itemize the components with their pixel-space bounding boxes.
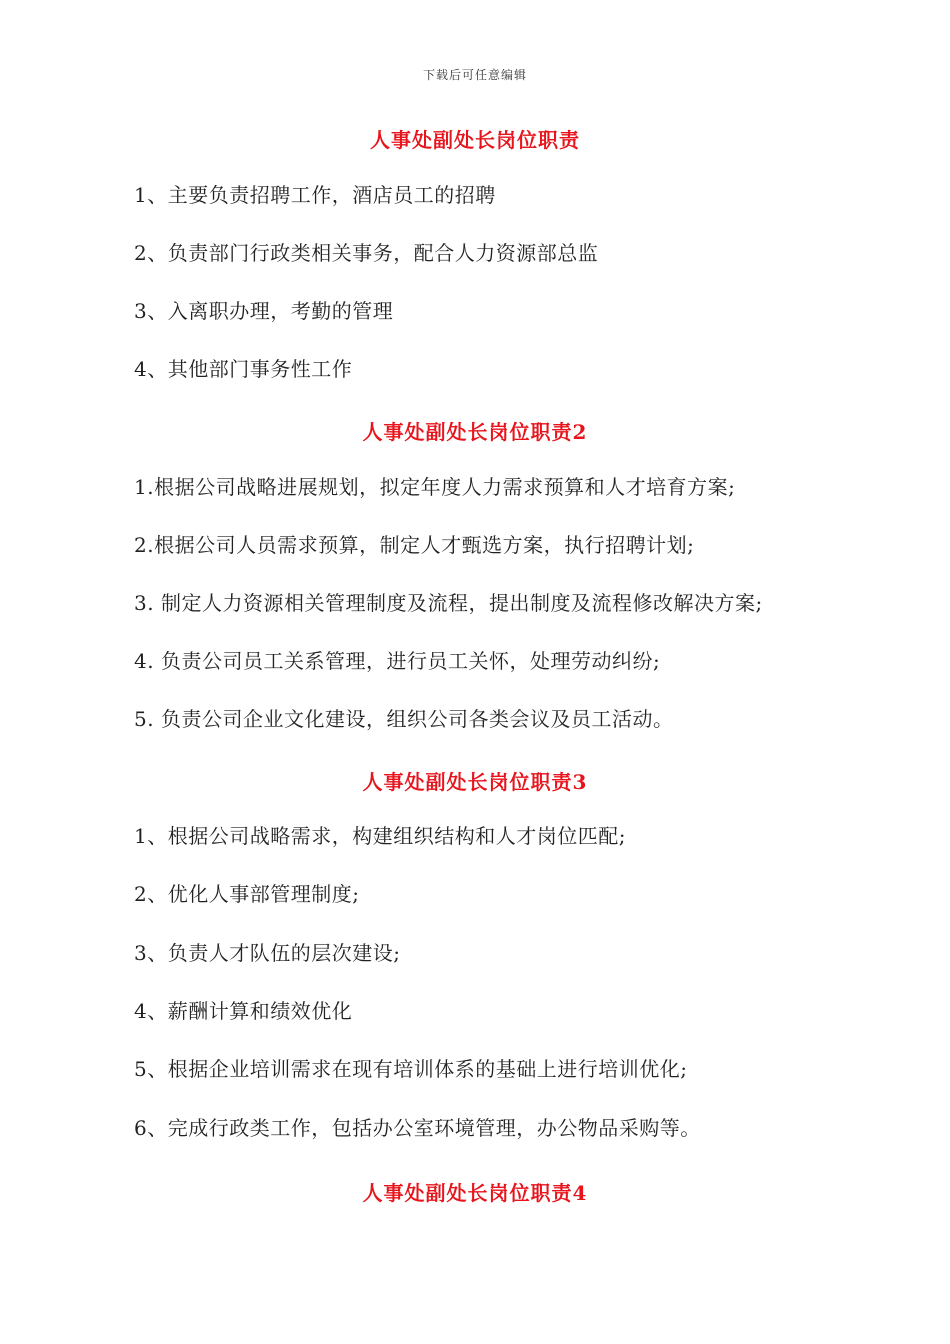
list-item: 3、负责人才队伍的层次建设;: [134, 941, 401, 965]
list-item: 6、完成行政类工作，包括办公室环境管理，办公物品采购等。: [134, 1116, 701, 1140]
list-item: 2、负责部门行政类相关事务，配合人力资源部总监: [134, 241, 599, 265]
list-item: 4、其他部门事务性工作: [134, 357, 353, 381]
list-item: 2.根据公司人员需求预算，制定人才甄选方案，执行招聘计划;: [134, 533, 695, 557]
list-item: 3、入离职办理，考勤的管理: [134, 299, 394, 323]
section-title: 人事处副处长岗位职责4: [362, 1181, 588, 1205]
list-item: 1.根据公司战略进展规划，拟定年度人力需求预算和人才培育方案;: [134, 475, 736, 499]
list-item: 5、根据企业培训需求在现有培训体系的基础上进行培训优化;: [134, 1057, 688, 1081]
list-item: 2、优化人事部管理制度;: [134, 882, 360, 906]
list-item: 4、薪酬计算和绩效优化: [134, 999, 353, 1023]
section-title: 人事处副处长岗位职责3: [362, 770, 588, 794]
header-note: 下载后可任意编辑: [422, 68, 527, 82]
section-title: 人事处副处长岗位职责2: [362, 420, 588, 444]
section-title: 人事处副处长岗位职责: [370, 128, 580, 152]
list-item: 3. 制定人力资源相关管理制度及流程，提出制度及流程修改解决方案;: [134, 591, 763, 615]
list-item: 5. 负责公司企业文化建设，组织公司各类会议及员工活动。: [134, 707, 674, 731]
list-item: 1、根据公司战略需求，构建组织结构和人才岗位匹配;: [134, 824, 626, 848]
list-item: 4. 负责公司员工关系管理，进行员工关怀，处理劳动纠纷;: [134, 649, 661, 673]
list-item: 1、主要负责招聘工作，酒店员工的招聘: [134, 183, 496, 207]
